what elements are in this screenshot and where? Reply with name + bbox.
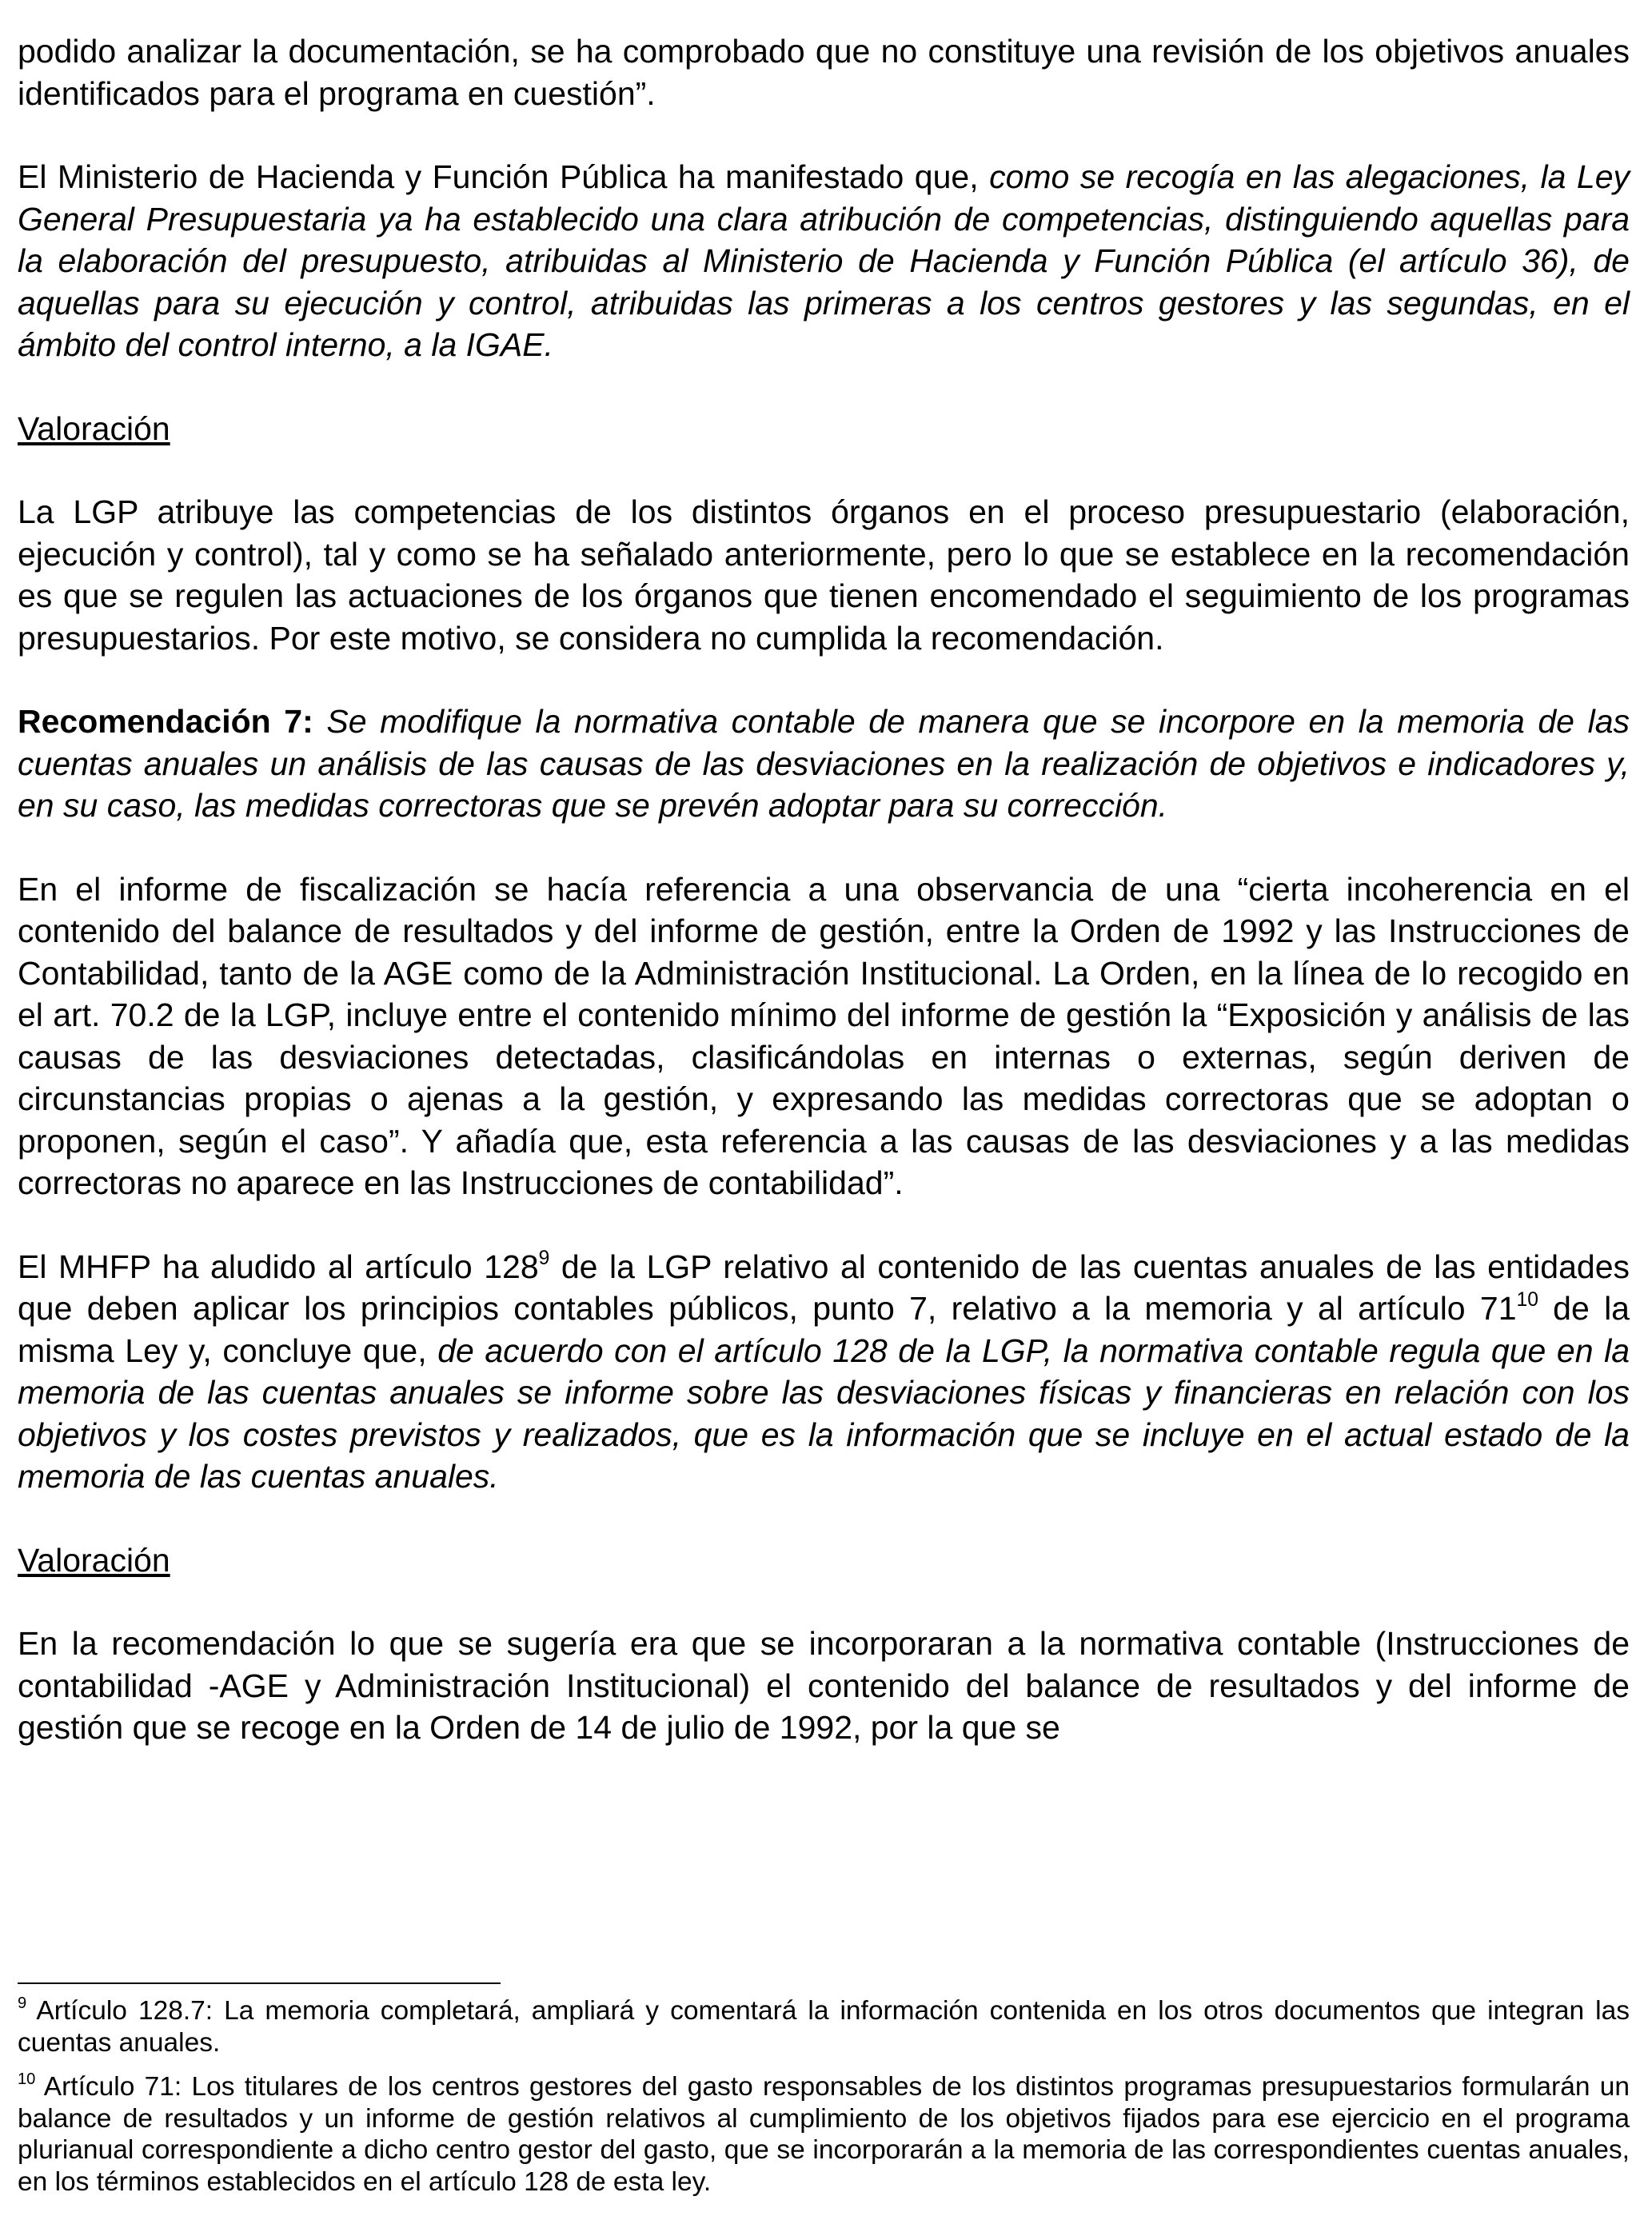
footnote-ref-9[interactable]: 9 <box>538 1247 550 1269</box>
footnote-separator <box>18 1982 501 1984</box>
footnote-number: 9 <box>18 1994 27 2012</box>
recommendation-label: Recomendación 7: <box>18 703 313 740</box>
paragraph-text-c: de la misma Ley y, concluye que, <box>18 1290 1630 1369</box>
heading-valoracion-2 <box>18 1539 1630 1582</box>
footnote-ref-10[interactable]: 10 <box>1516 1289 1538 1312</box>
paragraph-valoracion-2 <box>18 1623 1630 1749</box>
paragraph-text: En la recomendación lo que se sugería era que se incorporaran a la normativa contable (Instrucciones de contabilidad -AGE y Administración Institucional) el contenido del balance de resultados y del informe de gestión que se recoge en la Orden de 14 de julio de 1992, por la que se <box>18 1625 1630 1746</box>
paragraph-text: podido analizar la documentación, se ha comprobado que no constituye una revisión de los objetivos anuales identificados para el programa en cuestión”. <box>18 33 1630 112</box>
paragraph-ministerio <box>18 156 1630 366</box>
paragraph-text: En el informe de fiscalización se hacía referencia a una observancia de una “cierta incoherencia en el contenido del balance de resultados y del informe de gestión, entre la Orden de 1992 y las Instrucciones de Contabilidad, tanto de la AGE como de la Administración Institucional. La Orden, en la línea de lo recogido en el art. 70.2 de la LGP, incluye entre el contenido mínimo del informe de gestión la “Exposición y análisis de las causas de las desviaciones detectadas, clasificándolas en internas o externas, según deriven de circunstancias propias o ajenas a la gestión, y expresando las medidas correctoras que se adoptan o proponen, según el caso”. Y añadía que, esta referencia a las causas de las desviaciones y a las medidas correctoras no aparece en las Instrucciones de contabilidad”. <box>18 870 1630 1201</box>
paragraph-mhfp <box>18 1246 1630 1498</box>
paragraph-informe <box>18 868 1630 1204</box>
paragraph-lead: El Ministerio de Hacienda y Función Pública ha manifestado que, <box>18 158 990 195</box>
heading-text: Valoración <box>18 1541 170 1579</box>
paragraph-text-b: de la LGP relativo al contenido de las cuentas anuales de las entidades que deben aplicar los principios contables públicos, punto 7, relativo a la memoria y al artículo 71 <box>18 1248 1630 1327</box>
paragraph-quote-italic: como se recogía en las alegaciones, la Ley General Presupuestaria ya ha establecido una clara atribución de competencias, distinguiendo aquellas para la elaboración del presupuesto, atribuidas al Ministerio de Hacienda y Función Pública (el artículo 36), de aquellas para su ejecución y control, atribuidas las primeras a los centros gestores y las segundas, en el ámbito del control interno, a la IGAE. <box>18 158 1630 363</box>
footnotes <box>18 1995 1630 2210</box>
paragraph-valoracion-1 <box>18 491 1630 659</box>
heading-text: Valoración <box>18 409 170 447</box>
paragraph-text-a: El MHFP ha aludido al artículo 128 <box>18 1248 539 1285</box>
footnote-number: 10 <box>18 2070 36 2088</box>
heading-valoracion-1 <box>18 408 1630 450</box>
footnote-text: Artículo 128.7: La memoria completará, ampliará y comentará la información contenida en los otros documentos que integran las cuentas anuales. <box>18 1996 1630 2058</box>
footnote-10 <box>18 2071 1630 2198</box>
footnote-9 <box>18 1995 1630 2058</box>
paragraph-text: La LGP atribuye las competencias de los distintos órganos en el proceso presupuestario (elaboración, ejecución y control), tal y como se ha señalado anteriormente, pero lo que se establece en la recomendación es que se regulen las actuaciones de los órganos que tienen encomendado el seguimiento de los programas presupuestarios. Por este motivo, se considera no cumplida la recomendación. <box>18 493 1630 657</box>
body-text <box>18 30 1630 1791</box>
footnote-text: Artículo 71: Los titulares de los centros gestores del gasto responsables de los distintos programas presupuestarios formularán un balance de resultados y un informe de gestión relativos al cumplimiento de los objetivos fijados para ese ejercicio en el programa plurianual correspondiente a dicho centro gestor del gasto, que se incorporarán a la memoria de las correspondientes cuentas anuales, en los términos establecidos en el artículo 128 de esta ley. <box>18 2072 1630 2197</box>
paragraph-continuation <box>18 30 1630 114</box>
paragraph-quote-italic: de acuerdo con el artículo 128 de la LGP, la normativa contable regula que en la memoria de las cuentas anuales se informe sobre las desviaciones físicas y financieras en relación con los objetivos y los costes previstos y realizados, que es la información que se incluye en el actual estado de la memoria de las cuentas anuales. <box>18 1332 1630 1495</box>
paragraph-recomendacion-7 <box>18 701 1630 827</box>
recommendation-text: Se modifique la normativa contable de manera que se incorpore en la memoria de las cuentas anuales un análisis de las causas de las desviaciones en la realización de objetivos e indicadores y, en su caso, las medidas correctoras que se prevén adoptar para su corrección. <box>18 703 1630 824</box>
